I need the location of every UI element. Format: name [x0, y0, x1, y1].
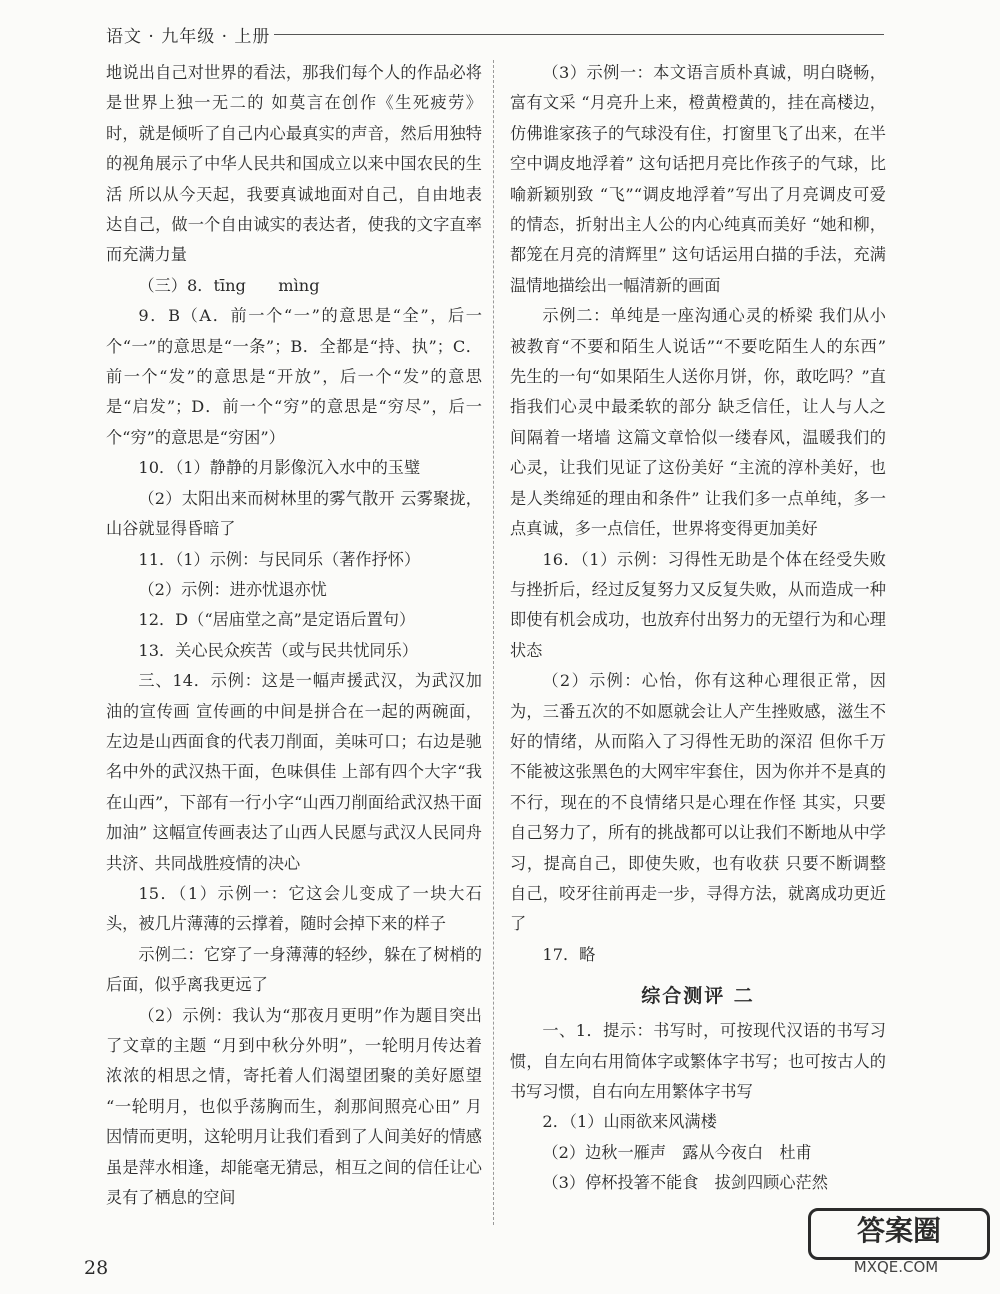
column-divider [493, 60, 494, 1225]
paragraph: （3）停杯投箸不能食 拔剑四顾心茫然 [542, 1173, 828, 1193]
page-header [106, 18, 884, 52]
paragraph: 9．B（A．前一个“一”的意思是“全”，后一个“一”的意思是“一条”；B．全都是“持、执”；C．前一个“发”的意思是“开放”，后一个“发”的意思是“启发”；D．前一个“穷”的意思是“穷尽”，后一个“穷”的意思是“穷困”） [106, 306, 482, 447]
paragraph: 11．（1）示例：与民同乐（著作抒怀） [138, 549, 421, 569]
paragraph: （3）示例一：本文语言质朴真诚，明白晓畅，富有文采 “月亮升上来，橙黄橙黄的，挂在高楼边，仿佛谁家孩子的气球没有住，打窗里飞了出来，在半空中调皮地浮着” 这句话把月亮比作孩子的气球，比喻新颖别致 “飞”“调皮地浮着”写出了月亮调皮可爱的情态，折射出主人公的内心纯真而美好 “她和柳，都笼在月亮的清辉里” 这句话运用白描的手法，充满温情地描绘出一幅清新的画面 [510, 63, 886, 295]
paragraph: 12．D（“居庙堂之高”是定语后置句） [138, 610, 416, 630]
paragraph: 示例二：单纯是一座沟通心灵的桥梁 我们从小被教育“不要和陌生人说话”“不要吃陌生人的东西” 先生的一句“如果陌生人送你月饼，你，敢吃吗？”直指我们心灵中最柔软的部分 缺乏信任，让人与人之间隔着一堵墙 这篇文章恰似一缕春风，温暖我们的心灵，让我们见证了这份美好 “主流的淳朴美好，也是人类绵延的理由和条件” 让我们多一点单纯，多一点真诚，多一点信任，世界将变得更加美好 [510, 306, 886, 539]
paragraph: 示例二：它穿了一身薄薄的轻纱，躲在了树梢的后面，似乎离我更远了 [106, 944, 482, 995]
paragraph: 一、1．提示：书写时，可按现代汉语的书写习惯，自左向右用简体字或繁体字书写；也可按古人的书写习惯，自右向左用繁体字书写 [510, 1021, 886, 1101]
paragraph: （2）边秋一雁声 露从今夜白 杜甫 [542, 1142, 812, 1162]
paragraph: 16．（1）示例：习得性无助是个体在经受失败与挫折后，经过反复努力又反复失败，从而造成一种即使有机会成功，也放弃付出努力的无望行为和心理状态 [510, 549, 886, 660]
paragraph: 15．（1）示例一：它这会儿变成了一块大石头，被几片薄薄的云撑着，随时会掉下来的样子 [106, 883, 482, 934]
section-title: 综合测评 二 [641, 985, 755, 1008]
paragraph: （2）示例：心怡，你有这种心理很正常，因为，三番五次的不如愿就会让人产生挫败感，滋生不好的情绪，从而陷入了习得性无助的深沼 但你千万不能被这张黑色的大网牢牢套住，因为你并不是真的不行，现在的不良情绪只是心理在作怪 其实，只要自己努力了，所有的挑战都可以让我们不断地从中学习，提高自己，即使失败，也有收获 只要不断调整自己，咬牙往前再走一步，寻得方法，就离成功更近了 [510, 671, 886, 934]
watermark-url: MXQE.COM [853, 1258, 939, 1276]
paragraph: （三）8．tīng mìng [138, 275, 320, 295]
paragraph: （2）太阳出来而树林里的雾气散开 云雾聚拢，山谷就显得昏暗了 [106, 488, 482, 539]
paragraph: 13．关心民众疾苦（或与民共忧同乐） [138, 640, 418, 660]
header-rule [274, 34, 884, 35]
right-column [510, 58, 886, 1199]
paragraph: （2）示例：进亦忧退亦忧 [138, 579, 327, 599]
paragraph: 2．（1）山雨欲来风满楼 [542, 1112, 717, 1132]
paragraph: 三、14．示例：这是一幅声援武汉，为武汉加油的宣传画 宣传画的中间是拼合在一起的两碗面，左边是山西面食的代表刀削面，美味可口；右边是驰名中外的武汉热干面，色味俱佳 上部有四个大字“我在山西”，下部有一行小字“山西刀削面给武汉热干面加油” 这幅宣传画表达了山西人民愿与武汉人民同舟共济、共同战胜疫情的决心 [106, 671, 482, 873]
watermark-logo [808, 1208, 984, 1278]
page-number: 28 [84, 1257, 109, 1279]
paragraph: 10．（1）静静的月影像沉入水中的玉璧 [138, 458, 421, 478]
paragraph: 17．略 [542, 944, 596, 964]
paragraph: （2）示例：我认为“那夜月更明”作为题目突出了文章的主题 “月到中秋分外明”，一轮明月传达着浓浓的相思之情，寄托着人们渴望团聚的美好愿望 “一轮明月，也似乎荡胸而生，刹那间照亮心田” 月因情而更明，这轮明月让我们看到了人间美好的情感 虽是萍水相逢，却能毫无猜忌，相互之间的信任让心灵有了栖息的空间 [106, 1005, 482, 1208]
watermark-badge: 答案圈 [808, 1208, 990, 1260]
left-column [106, 58, 482, 1213]
header-title: 语文 · 九年级 · 上册 [106, 27, 271, 47]
paragraph: 地说出自己对世界的看法，那我们每个人的作品必将是世界上独一无二的 如莫言在创作《生死疲劳》时，就是倾听了自己内心最真实的声音，然后用独特的视角展示了中华人民共和国成立以来中国农民的生活 所以从今天起，我要真诚地面对自己，自由地表达自己，做一个自由诚实的表达者，使我的文字直率而充满力量 [106, 63, 482, 265]
